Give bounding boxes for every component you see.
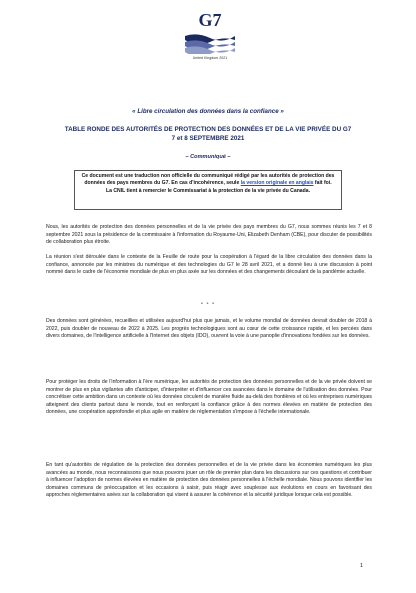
communique-label: – Communiqué –	[185, 154, 231, 160]
translation-notice	[74, 170, 342, 210]
paragraph: La réunion s'est déroulée dans le contexte de la Feuille de route pour la coopération à l'égard de la libre circulation des données dans la confiance, annoncée par les ministres du numérique et des technologies du G7 le 28 avril 2021, et a donné lieu à une discussion à point nommé dans le cadre de l'économie mondiale de plus en plus axée sur les données et des changements découlant de la pandémie actuelle.	[46, 254, 372, 275]
g7-logo	[175, 10, 245, 68]
logo-subtitle: United Kingdom 2021	[192, 56, 228, 60]
document-subtitle: « Libre circulation des données dans la confiance »	[132, 108, 284, 115]
original-version-link[interactable]: la version originale en anglais	[240, 180, 314, 187]
logo-wave-icon	[185, 32, 235, 54]
section-separator: - - -	[200, 301, 216, 307]
notice-text: Ce document est une traduction non officielle du communiqué rédigé par les autorités de protection des données des pays membres du G7. En cas d'incohérence, seule	[81, 173, 335, 187]
paragraph: En tant qu'autorités de régulation de la protection des données personnelles et de la vie privée dans les économies numériques les plus avancées au monde, nous reconnaissons que nous pouvons jouer un rôle de premier plan dans les discussions sur ces questions et contribuer à influencer l'adoption de normes élevées en matière de protection des données personnelles à l'échelle mondiale. Nous pouvons identifier les domaines communs de préoccupation et les occasions à saisir, puis réagir avec souplesse aux évolutions en cours en favorisant des approches réglementaires axées sur la collaboration qui visent à assurer la cohérence et la sécurité juridique lorsque cela est possible.	[46, 462, 372, 498]
paragraph: Pour protéger les droits de l'information à l'ère numérique, les autorités de protection des données personnelles et de la vie privée doivent se montrer de plus en plus vigilantes afin d'anticiper, d'interpréter et d'influencer ces avancées dans le domaine de l'utilisation des données. Pour concrétiser cette ambition dans un contexte où les données circulent de manière fluide au-delà des frontières et où les entreprises numériques atteignent des clients partout dans le monde, tout en renforçant la confiance grâce à des normes élevées en matière de protection des données, une coopération approfondie et plus agile en matière de réglementation s'impose à l'échelle internationale.	[46, 379, 372, 415]
notice-text-end: fait foi.	[313, 180, 332, 187]
paragraph: Des données sont générées, recueillies et utilisées aujourd'hui plus que jamais, et le volume mondial de données devrait doubler de 2018 à 2022, puis doubler de nouveau de 2022 à 2025. Les progrès technologiques sont au cœur de cette croissance rapide, et les percées dans divers domaines, de l'intelligence artificielle à l'Internet des objets (IDO), ouvrent la voie à une panoplie d'innovations fondées sur les données.	[46, 318, 372, 339]
notice-thanks: La CNIL tient à remercier le Commissariat à la protection de la vie privée du Canada.	[105, 187, 310, 194]
document-date: 7 et 8 SEPTEMBRE 2021	[171, 135, 245, 142]
paragraph: Nous, les autorités de protection des données personnelles et de la vie privée des pays membres du G7, nous sommes réunis les 7 et 8 septembre 2021 sous la présidence de la commissaire à l'information du Royaume-Uni, Elizabeth Denham (CBE), pour discuter de possibilités de collaboration plus étroite.	[46, 224, 372, 245]
page-number: 1	[360, 563, 363, 569]
logo-title: G7	[198, 10, 222, 30]
document-title: TABLE RONDE DES AUTORITÉS DE PROTECTION DES DONNÉES ET DE LA VIE PRIVÉE DU G7	[64, 126, 352, 133]
